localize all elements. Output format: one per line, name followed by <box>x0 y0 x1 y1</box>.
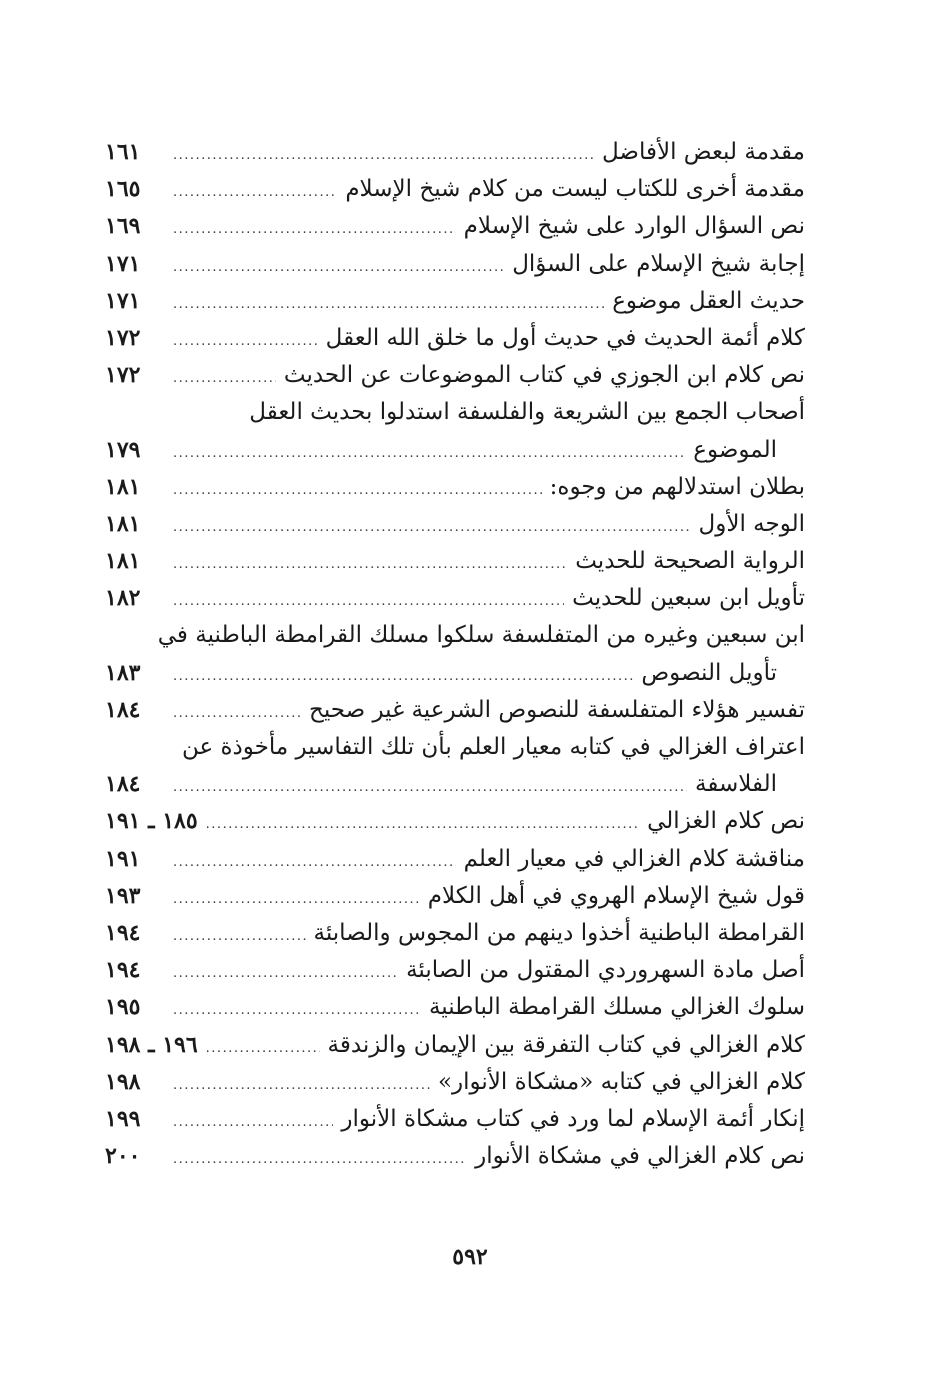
dot-leader <box>173 1104 333 1141</box>
dot-leader <box>173 658 633 695</box>
toc-entry-continuation <box>105 655 805 692</box>
toc-entry-title: نص السؤال الوارد على شيخ الإسلام <box>463 213 805 240</box>
toc-entry-title: نص كلام الغزالي في مشكاة الأنوار <box>475 1143 805 1170</box>
toc-entry <box>105 1064 805 1101</box>
toc-entry-title: كلام الغزالي في كتاب التفرقة بين الإيمان والزندقة <box>327 1031 805 1058</box>
toc-entry <box>105 171 805 208</box>
toc-entry <box>105 952 805 989</box>
dot-leader <box>173 435 685 472</box>
toc-entry <box>105 1138 805 1175</box>
toc-entry-title: قول شيخ الإسلام الهروي في أهل الكلام <box>427 882 805 909</box>
toc-entry <box>105 506 805 543</box>
toc-entry-title: اعتراف الغزالي في كتابه معيار العلم بأن تلك التفاسير مأخوذة عن <box>181 734 805 760</box>
dot-leader <box>173 1067 430 1104</box>
toc-entry <box>105 989 805 1026</box>
dot-leader <box>173 546 567 583</box>
toc-entry-page: ١٩٤ <box>105 957 141 984</box>
toc-entry-page: ١٨٣ <box>105 659 141 686</box>
toc-entry <box>105 283 805 320</box>
dot-leader <box>173 137 594 174</box>
toc-entry-title: أصل مادة السهروردي المقتول من الصابئة <box>406 957 805 984</box>
toc-entry <box>105 692 805 729</box>
toc-entry-title: كلام الغزالي في كتابه «مشكاة الأنوار» <box>437 1068 805 1095</box>
dot-leader <box>173 955 398 992</box>
toc-entry <box>105 1101 805 1138</box>
dot-leader <box>173 695 301 732</box>
toc-entry-page: ١٩٥ <box>105 994 141 1021</box>
toc-entry <box>105 208 805 245</box>
toc-entry-title: نص كلام ابن الجوزي في كتاب الموضوعات عن الحديث <box>283 362 805 389</box>
dot-leader <box>173 509 691 546</box>
toc-entry <box>105 580 805 617</box>
toc-entry-page: ١٩١ <box>105 845 141 872</box>
dot-leader <box>206 806 639 843</box>
toc-entry-page: ١٧٢ <box>105 324 141 351</box>
toc-entry-page: ١٨٤ <box>105 696 141 723</box>
dot-leader <box>173 881 420 918</box>
toc-entry-page: ١٨١ <box>105 473 141 500</box>
toc-entry-page: ١٩٩ <box>105 1105 141 1132</box>
dot-leader <box>173 249 504 286</box>
toc-entry-title: إنكار أئمة الإسلام لما ورد في كتاب مشكاة الأنوار <box>341 1105 805 1132</box>
toc-entry <box>105 246 805 283</box>
toc-entry-page: ١٩٣ <box>105 882 141 909</box>
toc-entry-continuation <box>105 432 805 469</box>
toc-entry <box>105 803 805 840</box>
toc-entry-title: مقدمة أخرى للكتاب ليست من كلام شيخ الإسلام <box>345 176 805 203</box>
dot-leader <box>173 360 276 397</box>
toc-entry-page: ١٨١ <box>105 548 141 575</box>
toc-entry-page: ١٧٢ <box>105 362 141 389</box>
dot-leader <box>173 1141 467 1178</box>
toc-entry-page: ١٨٢ <box>105 585 141 612</box>
toc-entry <box>105 841 805 878</box>
toc-entry <box>105 543 805 580</box>
toc-entry-continuation-text: الفلاسفة <box>695 771 777 798</box>
dot-leader <box>173 992 421 1029</box>
toc-entry-title: سلوك الغزالي مسلك القرامطة الباطنية <box>428 994 805 1021</box>
toc-entry-page: ١٨١ <box>105 510 141 537</box>
toc-entry-title: مقدمة لبعض الأفاضل <box>602 139 805 165</box>
toc-entry-continuation-text: الموضوع <box>693 436 777 463</box>
toc-entry-page: ١٧١ <box>105 250 141 277</box>
dot-leader <box>173 174 337 211</box>
toc-entry <box>105 915 805 952</box>
toc-entry-page: ١٧١ <box>105 287 141 314</box>
toc-entry-title: القرامطة الباطنية أخذوا دينهم من المجوس والصابئة <box>313 919 805 946</box>
toc-entry-title: ابن سبعين وغيره من المتفلسفة سلكوا مسلك القرامطة الباطنية في <box>157 622 805 649</box>
dot-leader <box>173 323 318 360</box>
toc-entry-title: بطلان استدلالهم من وجوه: <box>549 473 805 500</box>
toc-entry-title: الوجه الأول <box>698 510 805 537</box>
dot-leader <box>206 1030 320 1067</box>
toc-entry-title: تأويل ابن سبعين للحديث <box>572 585 805 612</box>
toc-entry <box>105 394 805 431</box>
toc-entry-title: حديث العقل موضوع <box>612 287 805 314</box>
toc-entry-page: ١٦٩ <box>105 213 141 240</box>
toc-entry-page: ١٩٤ <box>105 919 141 946</box>
toc-entry <box>105 617 805 654</box>
dot-leader <box>173 472 542 509</box>
table-of-contents <box>105 134 805 1175</box>
toc-entry-page: ١٨٤ <box>105 771 141 798</box>
dot-leader <box>173 583 564 620</box>
dot-leader <box>173 211 456 248</box>
toc-entry-page: ١٩٨ <box>105 1068 141 1095</box>
toc-entry-page: ١٦٥ <box>105 176 141 203</box>
toc-entry <box>105 729 805 766</box>
toc-entry-continuation <box>105 766 805 803</box>
toc-entry-title: تفسير هؤلاء المتفلسفة للنصوص الشرعية غير صحيح <box>309 696 805 723</box>
toc-entry-page: ١٩٦ ـ ١٩٨ <box>105 1031 198 1058</box>
toc-entry-title: إجابة شيخ الإسلام على السؤال <box>512 250 805 277</box>
toc-entry <box>105 320 805 357</box>
toc-entry-title: أصحاب الجمع بين الشريعة والفلسفة استدلوا بحديث العقل <box>249 399 805 426</box>
toc-entry <box>105 469 805 506</box>
toc-entry-page: ٢٠٠ <box>105 1143 141 1170</box>
dot-leader <box>173 844 456 881</box>
toc-entry-page: ١٦١ <box>105 139 141 165</box>
toc-entry-title: مناقشة كلام الغزالي في معيار العلم <box>463 845 805 872</box>
page-number: ٥٩٢ <box>452 1244 488 1270</box>
dot-leader <box>173 286 604 323</box>
toc-entry <box>105 878 805 915</box>
toc-entry-page: ١٨٥ ـ ١٩١ <box>105 808 198 835</box>
toc-entry <box>105 357 805 394</box>
toc-entry-page: ١٧٩ <box>105 436 141 463</box>
toc-entry <box>105 1027 805 1064</box>
toc-entry-title: كلام أئمة الحديث في حديث أول ما خلق الله العقل <box>325 324 805 351</box>
toc-entry <box>105 134 805 171</box>
dot-leader <box>173 918 306 955</box>
dot-leader <box>173 769 687 806</box>
toc-entry-title: الرواية الصحيحة للحديث <box>575 548 805 575</box>
toc-entry-continuation-text: تأويل النصوص <box>641 659 777 686</box>
toc-entry-title: نص كلام الغزالي <box>647 808 805 835</box>
